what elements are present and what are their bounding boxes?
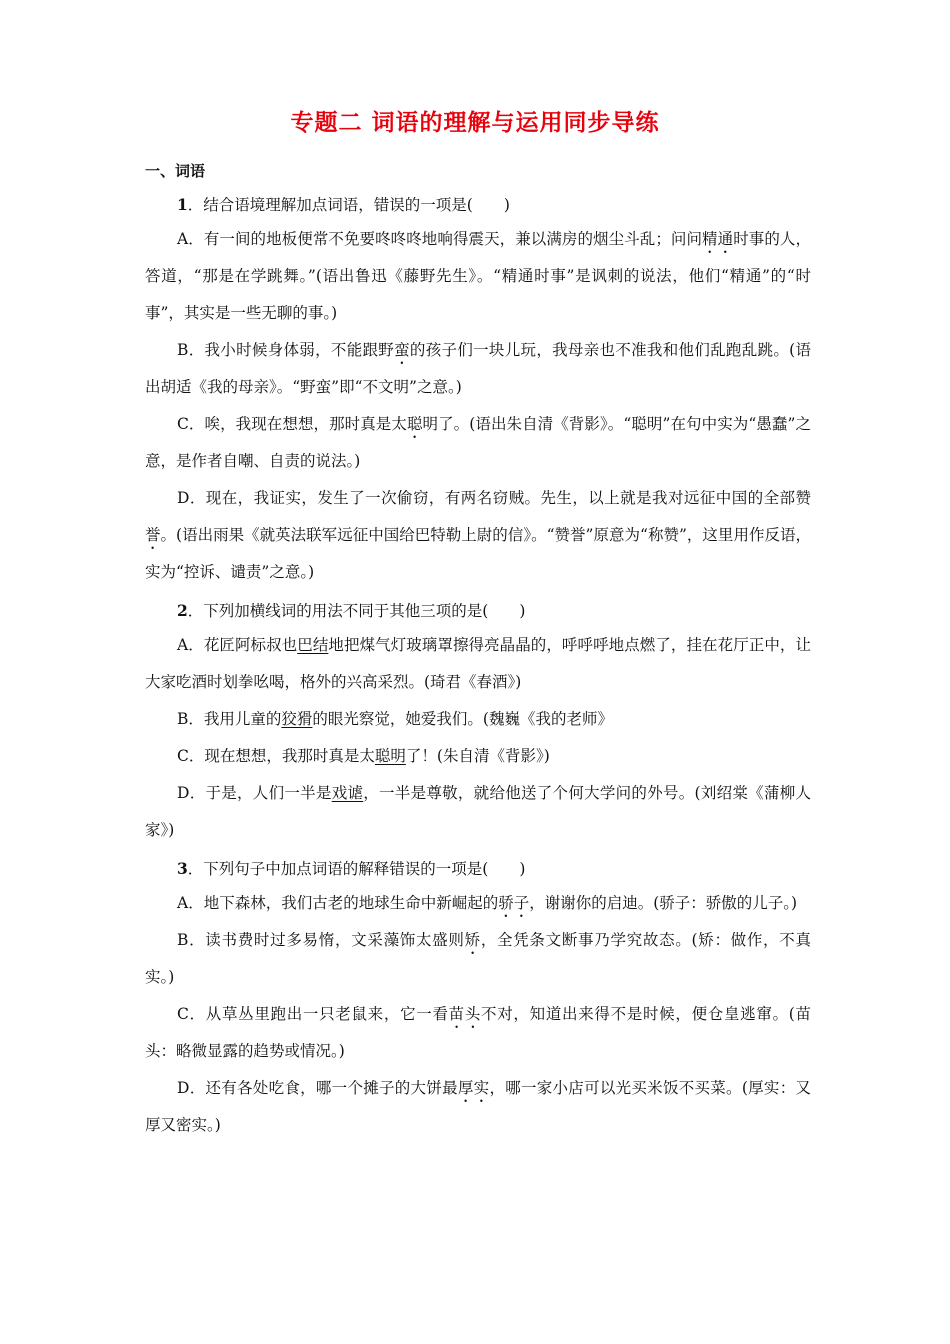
question-2-option-a: A．花匠阿标叔也巴结地把煤气灯玻璃罩擦得亮晶晶的，呼呼呼地点燃了，挂在花厅正中，让大家吃酒时划拳吆喝，格外的兴高采烈。(琦君《春酒》) — [145, 636, 811, 691]
underlined-word: 巴结 — [297, 636, 329, 654]
question-number: 2 — [177, 601, 188, 620]
document-body — [145, 189, 811, 1144]
question-1-option-c: C．唉，我现在想想，那时真是太聪明了。(语出朱自清《背影》。“聪明”在句中实为“愚蠢”之意，是作者自嘲、自责的说法。) — [145, 415, 811, 470]
emphasis-dotted-word: 苗头 — [448, 1005, 482, 1023]
question-3-option-a: A．地下森林，我们古老的地球生命中新崛起的骄子，谢谢你的启迪。(骄子：骄傲的儿子。) — [177, 894, 798, 912]
question-1-stem: 1．结合语境理解加点词语，错误的一项是( ) — [177, 195, 510, 214]
question-3-option-c: C．从草丛里跑出一只老鼠来，它一看苗头不对，知道出来得不是时候，便仓皇逃窜。(苗头：略微显露的趋势或情况。) — [145, 1005, 811, 1060]
question-3-stem: 3．下列句子中加点词语的解释错误的一项是( ) — [177, 859, 526, 878]
question-1-option-b: B．我小时候身体弱，不能跟野蛮的孩子们一块儿玩，我母亲也不准我和他们乱跑乱跳。(语出胡适《我的母亲》。“野蛮”即“不文明”之意。) — [145, 341, 811, 396]
question-2-option-d: D．于是，人们一半是戏谑，一半是尊敬，就给他送了个何大学问的外号。(刘绍棠《蒲柳人家》) — [145, 784, 811, 839]
underlined-word: 狡猾 — [281, 710, 313, 728]
question-number: 1 — [177, 195, 188, 214]
question-3-option-b: B．读书费时过多易惰，文采藻饰太盛则矫，全凭条文断事乃学究故态。(矫：做作，不真实。) — [145, 931, 811, 986]
section-heading: 一、词语 — [145, 162, 206, 180]
question-1-option-d: D．现在，我证实，发生了一次偷窃，有两名窃贼。先生，以上就是我对远征中国的全部赞誉。(语出雨果《就英法联军远征中国给巴特勒上尉的信》。“赞誉”原意为“称赞”，这里用作反语，实为“控诉、谴责”之意。) — [145, 489, 811, 581]
question-2-option-c: C．现在想想，我那时真是太聪明了！(朱自清《背影》) — [177, 747, 550, 765]
emphasis-dotted-word: 精通 — [702, 230, 734, 248]
underlined-word: 聪明 — [374, 747, 406, 765]
emphasis-dotted-word: 厚实 — [457, 1079, 490, 1097]
emphasis-dotted-word: 聪 — [406, 415, 423, 433]
question-2-stem: 2．下列加横线词的用法不同于其他三项的是( ) — [177, 601, 526, 620]
question-number: 3 — [177, 859, 188, 878]
emphasis-dotted-word: 誉 — [145, 526, 161, 544]
emphasis-dotted-word: 骄子 — [498, 894, 530, 912]
question-3-option-d: D．还有各处吃食，哪一个摊子的大饼最厚实，哪一家小店可以光买米饭不买菜。(厚实：又厚又密实。) — [145, 1079, 811, 1134]
emphasis-dotted-word: 蛮 — [394, 341, 410, 359]
question-1-option-a: A．有一间的地板便常不免要咚咚咚地响得震天，兼以满房的烟尘斗乱；问问精通时事的人，答道，“那是在学跳舞。”(语出鲁迅《藤野先生》。“精通时事”是讽刺的说法，他们“精通”的“时事”，其实是一些无聊的事。) — [145, 230, 811, 322]
emphasis-dotted-word: 矫 — [464, 931, 481, 949]
question-2-option-b: B．我用儿童的狡猾的眼光察觉，她爱我们。(魏巍《我的老师》 — [177, 710, 613, 728]
underlined-word: 戏谑 — [331, 784, 364, 802]
page-title: 专题二 词语的理解与运用同步导练 — [290, 110, 660, 136]
